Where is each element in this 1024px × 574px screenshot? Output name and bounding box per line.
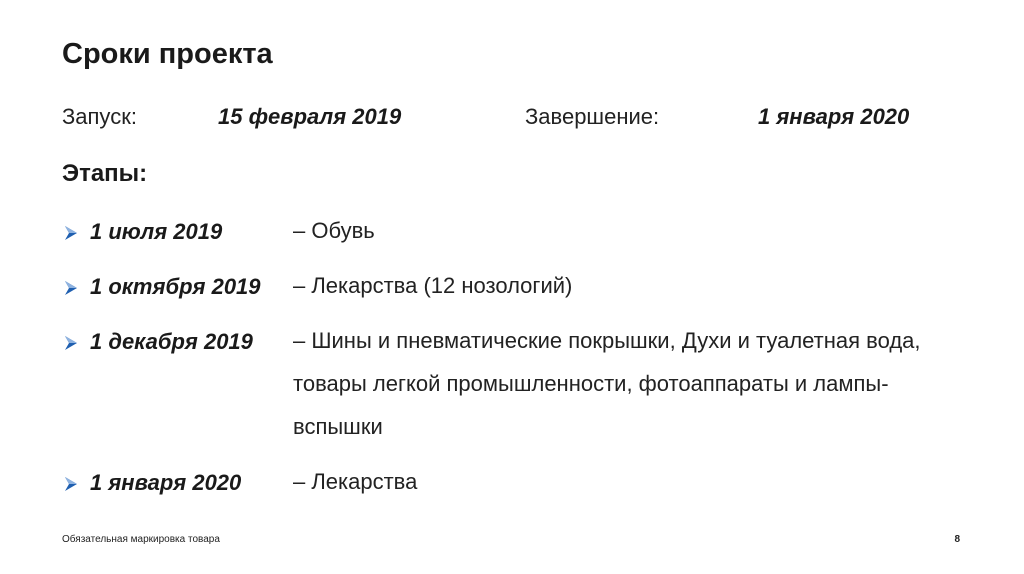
stage-date: 1 декабря 2019 xyxy=(90,329,253,354)
arrow-bullet-icon xyxy=(62,334,80,352)
slide-title: Сроки проекта xyxy=(62,38,273,70)
stage-date: 1 июля 2019 xyxy=(90,219,223,244)
stage-description: – Обувь xyxy=(293,218,375,243)
page-number: 8 xyxy=(954,534,960,545)
stage-date: 1 октября 2019 xyxy=(90,274,261,299)
launch-label: Запуск: xyxy=(62,104,137,129)
arrow-bullet-icon xyxy=(62,475,80,493)
stage-description: – Лекарства (12 нозологий) xyxy=(293,273,573,298)
stage-description: – Шины и пневматические покрышки, Духи и туалетная вода, товары легкой промышленности, фотоаппараты и лампы-вспышки xyxy=(293,328,921,439)
launch-date: 15 февраля 2019 xyxy=(218,104,402,129)
footer-text: Обязательная маркировка товара xyxy=(62,534,220,545)
arrow-bullet-icon xyxy=(62,279,80,297)
project-dates-row xyxy=(0,104,1024,134)
stage-description: – Лекарства xyxy=(293,469,418,494)
arrow-bullet-icon xyxy=(62,224,80,242)
end-date: 1 января 2020 xyxy=(758,104,910,129)
end-label: Завершение: xyxy=(525,104,660,129)
stages-heading: Этапы: xyxy=(62,160,148,187)
stage-date: 1 января 2020 xyxy=(90,470,242,495)
